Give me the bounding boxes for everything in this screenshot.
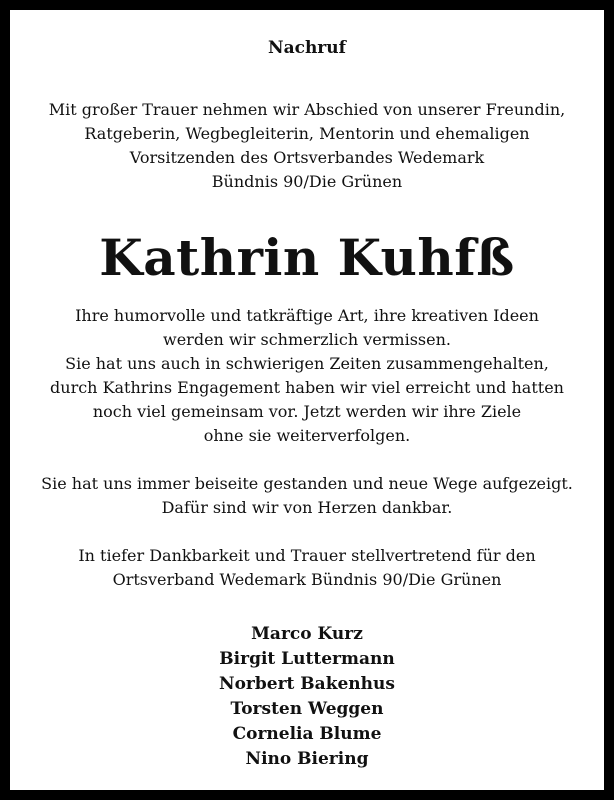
gratitude-line: Dafür sind wir von Herzen dankbar. <box>161 498 453 517</box>
signatory-name: Marco Kurz <box>251 624 363 644</box>
signatory-name: Torsten Weggen <box>230 699 384 719</box>
tribute-line: noch viel gemeinsam vor. Jetzt werden wir ihre Ziele <box>92 402 522 421</box>
intro-paragraph <box>10 98 604 194</box>
tribute-paragraph <box>10 304 604 448</box>
tribute-line: Ihre humorvolle und tatkräftige Art, ihre kreativen Ideen <box>75 306 539 325</box>
intro-line: Mit großer Trauer nehmen wir Abschied von unserer Freundin, <box>48 100 566 119</box>
notice-heading: Nachruf <box>268 38 346 58</box>
intro-line: Ratgeberin, Wegbegleiterin, Mentorin und ehemaligen <box>84 124 530 143</box>
tribute-line: ohne sie weiterverfolgen. <box>203 426 411 445</box>
gratitude-line: Sie hat uns immer beiseite gestanden und neue Wege aufgezeigt. <box>41 474 573 493</box>
signatory-name: Cornelia Blume <box>232 724 382 744</box>
signatory-name: Nino Biering <box>245 749 369 769</box>
signatory-list <box>10 622 604 772</box>
signatory-name: Birgit Luttermann <box>219 649 395 669</box>
tribute-line: Sie hat uns auch in schwierigen Zeiten zusammengehalten, <box>65 354 549 373</box>
gratitude-paragraph <box>10 472 604 520</box>
tribute-line: werden wir schmerzlich vermissen. <box>163 330 451 349</box>
intro-line: Bündnis 90/Die Grünen <box>211 172 403 191</box>
intro-line: Vorsitzenden des Ortsverbandes Wedemark <box>129 148 485 167</box>
deceased-name: Kathrin Kuhfß <box>99 228 515 287</box>
tribute-line: durch Kathrins Engagement haben wir viel erreicht und hatten <box>50 378 564 397</box>
closing-paragraph <box>10 544 604 592</box>
closing-line: Ortsverband Wedemark Bündnis 90/Die Grünen <box>112 570 502 589</box>
signatory-name: Norbert Bakenhus <box>219 674 395 694</box>
closing-line: In tiefer Dankbarkeit und Trauer stellvertretend für den <box>78 546 536 565</box>
